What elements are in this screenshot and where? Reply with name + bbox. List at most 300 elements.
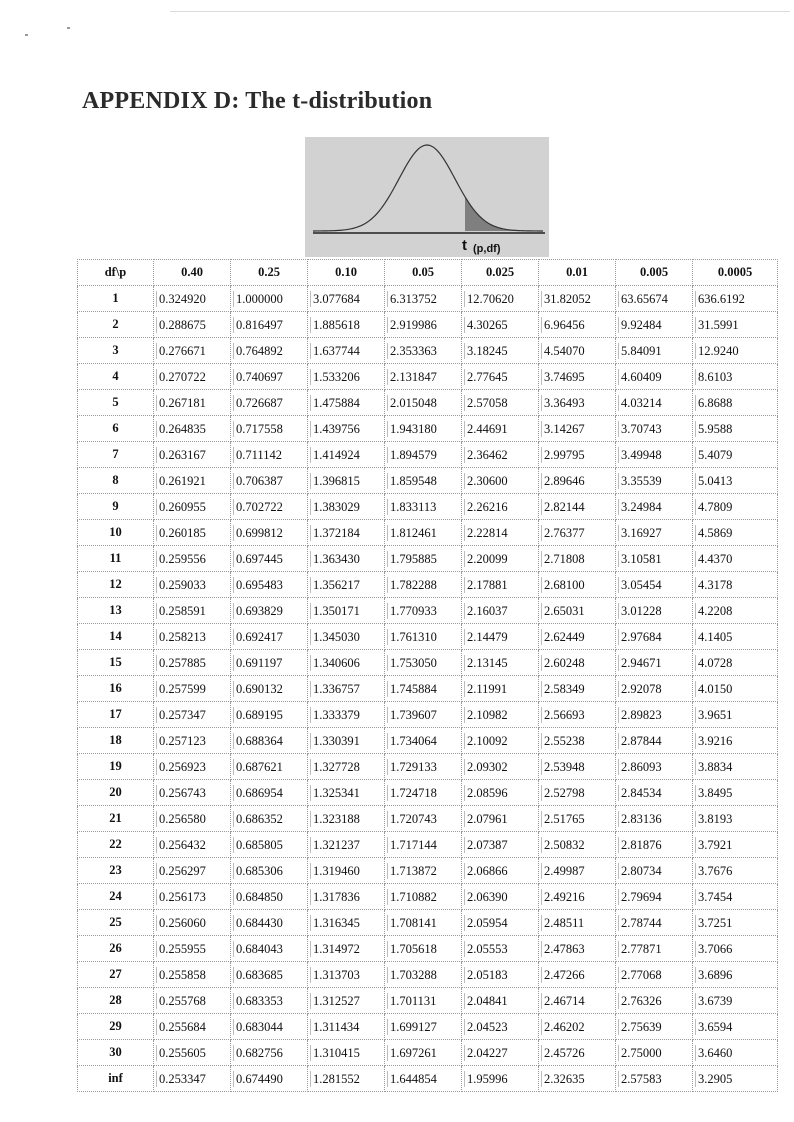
critical-value: 2.45726 — [541, 1045, 587, 1061]
critical-value-cell — [616, 988, 693, 1014]
critical-value: 1.734064 — [387, 733, 439, 749]
critical-value-cell — [462, 1014, 539, 1040]
critical-value: 3.6739 — [695, 993, 734, 1009]
critical-value: 6.8688 — [695, 395, 734, 411]
critical-value: 4.2208 — [695, 603, 734, 619]
critical-value-cell — [462, 416, 539, 442]
critical-value-cell — [308, 286, 385, 312]
critical-value: 1.637744 — [310, 343, 362, 359]
critical-value-cell — [462, 806, 539, 832]
critical-value-cell — [231, 780, 308, 806]
critical-value-cell — [539, 676, 616, 702]
critical-value-cell — [308, 910, 385, 936]
critical-value-cell — [231, 728, 308, 754]
critical-value-cell — [154, 962, 231, 988]
critical-value-cell — [154, 728, 231, 754]
critical-value-cell — [462, 286, 539, 312]
critical-value: 0.256297 — [156, 863, 208, 879]
critical-value: 0.258591 — [156, 603, 208, 619]
critical-value: 2.77645 — [464, 369, 510, 385]
critical-value-cell — [693, 858, 778, 884]
critical-value-cell — [308, 806, 385, 832]
critical-value: 0.264835 — [156, 421, 208, 437]
critical-value: 0.684430 — [233, 915, 285, 931]
critical-value: 0.683353 — [233, 993, 285, 1009]
table-row — [78, 416, 778, 442]
critical-value-cell — [462, 624, 539, 650]
critical-value-cell — [231, 936, 308, 962]
critical-value: 0.683685 — [233, 967, 285, 983]
critical-value-cell — [154, 1066, 231, 1092]
critical-value-cell — [539, 650, 616, 676]
critical-value: 2.51765 — [541, 811, 587, 827]
column-header-p: 0.25 — [231, 260, 308, 286]
critical-value-cell — [693, 286, 778, 312]
critical-value-cell — [154, 806, 231, 832]
critical-value-cell — [462, 936, 539, 962]
critical-value-cell — [154, 1014, 231, 1040]
critical-value: 1.644854 — [387, 1071, 439, 1087]
table-row — [78, 338, 778, 364]
critical-value: 1.717144 — [387, 837, 439, 853]
critical-value: 2.53948 — [541, 759, 587, 775]
critical-value: 1.356217 — [310, 577, 362, 593]
critical-value: 0.688364 — [233, 733, 285, 749]
critical-value-cell — [154, 884, 231, 910]
critical-value-cell — [693, 624, 778, 650]
critical-value-cell — [308, 650, 385, 676]
critical-value-cell — [231, 416, 308, 442]
critical-value-cell — [693, 364, 778, 390]
critical-value-cell — [462, 832, 539, 858]
table-row — [78, 988, 778, 1014]
critical-value-cell — [462, 442, 539, 468]
critical-value: 3.8495 — [695, 785, 734, 801]
critical-value: 2.52798 — [541, 785, 587, 801]
critical-value: 3.9216 — [695, 733, 734, 749]
critical-value-cell — [385, 858, 462, 884]
critical-value: 1.316345 — [310, 915, 362, 931]
critical-value: 2.97684 — [618, 629, 664, 645]
critical-value-cell — [616, 338, 693, 364]
critical-value-cell — [154, 546, 231, 572]
table-header-row — [78, 260, 778, 286]
critical-value: 2.75639 — [618, 1019, 664, 1035]
critical-value-cell — [693, 442, 778, 468]
critical-value-cell — [693, 806, 778, 832]
table-row — [78, 702, 778, 728]
critical-value: 1.336757 — [310, 681, 362, 697]
critical-value: 1.314972 — [310, 941, 362, 957]
df-cell: 27 — [78, 962, 154, 988]
critical-value: 2.99795 — [541, 447, 587, 463]
critical-value-cell — [616, 806, 693, 832]
t-distribution-figure — [305, 137, 549, 257]
critical-value: 3.70743 — [618, 421, 664, 437]
critical-value: 3.35539 — [618, 473, 664, 489]
critical-value: 1.281552 — [310, 1071, 362, 1087]
critical-value-cell — [693, 598, 778, 624]
critical-value: 2.08596 — [464, 785, 510, 801]
critical-value-cell — [308, 494, 385, 520]
critical-value-cell — [385, 988, 462, 1014]
critical-value: 2.10092 — [464, 733, 510, 749]
critical-value: 2.05183 — [464, 967, 510, 983]
critical-value: 2.14479 — [464, 629, 510, 645]
critical-value: 1.000000 — [233, 291, 285, 307]
critical-value: 4.60409 — [618, 369, 664, 385]
df-cell: 9 — [78, 494, 154, 520]
critical-value-cell — [539, 286, 616, 312]
critical-value-cell — [154, 676, 231, 702]
critical-value-cell — [154, 312, 231, 338]
df-cell: 18 — [78, 728, 154, 754]
critical-value-cell — [539, 442, 616, 468]
critical-value: 0.276671 — [156, 343, 208, 359]
critical-value-cell — [693, 962, 778, 988]
critical-value: 1.340606 — [310, 655, 362, 671]
critical-value: 12.9240 — [695, 343, 741, 359]
critical-value: 3.74695 — [541, 369, 587, 385]
critical-value-cell — [154, 780, 231, 806]
critical-value: 0.686954 — [233, 785, 285, 801]
critical-value-cell — [616, 494, 693, 520]
critical-value-cell — [693, 1040, 778, 1066]
critical-value-cell — [693, 936, 778, 962]
critical-value: 3.8193 — [695, 811, 734, 827]
critical-value-cell — [616, 468, 693, 494]
critical-value: 1.720743 — [387, 811, 439, 827]
critical-value: 1.372184 — [310, 525, 362, 541]
critical-value: 3.7454 — [695, 889, 734, 905]
critical-value: 0.263167 — [156, 447, 208, 463]
critical-value-cell — [385, 598, 462, 624]
critical-value: 2.04227 — [464, 1045, 510, 1061]
df-cell: 3 — [78, 338, 154, 364]
critical-value-cell — [308, 416, 385, 442]
critical-value: 0.255858 — [156, 967, 208, 983]
critical-value-cell — [462, 364, 539, 390]
critical-value: 2.83136 — [618, 811, 664, 827]
critical-value-cell — [539, 1066, 616, 1092]
df-cell: 6 — [78, 416, 154, 442]
critical-value-cell — [385, 754, 462, 780]
critical-value: 1.833113 — [387, 499, 438, 515]
critical-value-cell — [539, 572, 616, 598]
critical-value: 4.54070 — [541, 343, 587, 359]
critical-value-cell — [231, 338, 308, 364]
critical-value-cell — [385, 728, 462, 754]
critical-value-cell — [693, 312, 778, 338]
critical-value-cell — [462, 884, 539, 910]
critical-value-cell — [385, 676, 462, 702]
t-subscript-label: (p,df) — [473, 243, 501, 255]
critical-value-cell — [385, 650, 462, 676]
critical-value-cell — [693, 702, 778, 728]
critical-value: 1.713872 — [387, 863, 439, 879]
critical-value: 0.702722 — [233, 499, 285, 515]
critical-value: 2.89823 — [618, 707, 664, 723]
critical-value: 4.30265 — [464, 317, 510, 333]
critical-value-cell — [308, 1040, 385, 1066]
critical-value: 0.726687 — [233, 395, 285, 411]
critical-value: 0.816497 — [233, 317, 285, 333]
critical-value: 2.10982 — [464, 707, 510, 723]
critical-value-cell — [462, 754, 539, 780]
critical-value-cell — [539, 338, 616, 364]
critical-value: 2.92078 — [618, 681, 664, 697]
critical-value-cell — [385, 494, 462, 520]
critical-value-cell — [539, 520, 616, 546]
df-cell: 12 — [78, 572, 154, 598]
t-distribution-curve-graphic — [305, 137, 549, 257]
critical-value: 3.14267 — [541, 421, 587, 437]
critical-value: 2.57583 — [618, 1071, 664, 1087]
critical-value: 2.86093 — [618, 759, 664, 775]
critical-value-cell — [231, 962, 308, 988]
critical-value-cell — [539, 728, 616, 754]
df-cell: 30 — [78, 1040, 154, 1066]
critical-value-cell — [154, 520, 231, 546]
critical-value-cell — [154, 338, 231, 364]
critical-value-cell — [154, 988, 231, 1014]
critical-value-cell — [231, 494, 308, 520]
critical-value-cell — [539, 624, 616, 650]
df-cell: 13 — [78, 598, 154, 624]
critical-value: 0.324920 — [156, 291, 208, 307]
critical-value-cell — [539, 702, 616, 728]
critical-value: 1.761310 — [387, 629, 439, 645]
critical-value-cell — [308, 312, 385, 338]
critical-value-cell — [539, 754, 616, 780]
critical-value: 1.325341 — [310, 785, 362, 801]
critical-value: 2.48511 — [541, 915, 586, 931]
critical-value: 1.943180 — [387, 421, 439, 437]
critical-value: 2.77871 — [618, 941, 664, 957]
critical-value: 3.18245 — [464, 343, 510, 359]
critical-value-cell — [616, 936, 693, 962]
t-label: t — [462, 237, 467, 254]
critical-value: 2.76377 — [541, 525, 587, 541]
table-row — [78, 520, 778, 546]
critical-value-cell — [539, 598, 616, 624]
critical-value: 3.2905 — [695, 1071, 734, 1087]
table-row — [78, 390, 778, 416]
critical-value: 2.26216 — [464, 499, 510, 515]
critical-value: 2.22814 — [464, 525, 510, 541]
critical-value: 1.782288 — [387, 577, 439, 593]
critical-value: 1.317836 — [310, 889, 362, 905]
critical-value-cell — [462, 858, 539, 884]
critical-value-cell — [539, 416, 616, 442]
critical-value: 2.32635 — [541, 1071, 587, 1087]
critical-value-cell — [539, 546, 616, 572]
critical-value-cell — [693, 546, 778, 572]
critical-value-cell — [693, 1014, 778, 1040]
df-cell: 29 — [78, 1014, 154, 1040]
critical-value: 2.58349 — [541, 681, 587, 697]
critical-value-cell — [539, 468, 616, 494]
critical-value-cell — [693, 754, 778, 780]
critical-value: 4.4370 — [695, 551, 734, 567]
column-header-p: 0.01 — [539, 260, 616, 286]
critical-value: 1.812461 — [387, 525, 439, 541]
critical-value-cell — [385, 546, 462, 572]
critical-value-cell — [616, 416, 693, 442]
critical-value: 2.75000 — [618, 1045, 664, 1061]
critical-value: 2.62449 — [541, 629, 587, 645]
critical-value-cell — [231, 468, 308, 494]
critical-value: 2.49987 — [541, 863, 587, 879]
critical-value-cell — [231, 442, 308, 468]
critical-value-cell — [693, 520, 778, 546]
critical-value: 2.015048 — [387, 395, 439, 411]
critical-value-cell — [616, 962, 693, 988]
critical-value-cell — [154, 416, 231, 442]
critical-value: 4.3178 — [695, 577, 734, 593]
critical-value-cell — [385, 1066, 462, 1092]
critical-value: 0.257123 — [156, 733, 208, 749]
critical-value: 1.745884 — [387, 681, 439, 697]
critical-value: 0.691197 — [233, 655, 284, 671]
critical-value-cell — [154, 494, 231, 520]
critical-value-cell — [462, 598, 539, 624]
critical-value-cell — [308, 1066, 385, 1092]
critical-value-cell — [308, 832, 385, 858]
critical-value: 1.383029 — [310, 499, 362, 515]
critical-value: 2.78744 — [618, 915, 664, 931]
critical-value: 0.711142 — [233, 447, 284, 463]
critical-value: 1.310415 — [310, 1045, 362, 1061]
critical-value: 0.685306 — [233, 863, 285, 879]
critical-value-cell — [308, 728, 385, 754]
critical-value-cell — [385, 702, 462, 728]
critical-value: 0.256923 — [156, 759, 208, 775]
critical-value-cell — [231, 806, 308, 832]
critical-value: 0.255684 — [156, 1019, 208, 1035]
critical-value-cell — [462, 702, 539, 728]
critical-value: 1.708141 — [387, 915, 439, 931]
critical-value-cell — [693, 390, 778, 416]
df-cell: 10 — [78, 520, 154, 546]
critical-value-cell — [308, 442, 385, 468]
critical-value-cell — [308, 884, 385, 910]
critical-value-cell — [154, 572, 231, 598]
critical-value: 3.6896 — [695, 967, 734, 983]
critical-value-cell — [616, 286, 693, 312]
critical-value: 1.95996 — [464, 1071, 510, 1087]
critical-value: 4.5869 — [695, 525, 734, 541]
critical-value: 0.693829 — [233, 603, 285, 619]
critical-value: 0.717558 — [233, 421, 285, 437]
critical-value-cell — [539, 962, 616, 988]
critical-value: 2.36462 — [464, 447, 510, 463]
critical-value: 0.258213 — [156, 629, 208, 645]
page-top-rule — [170, 11, 790, 12]
critical-value: 2.11991 — [464, 681, 509, 697]
critical-value: 1.333379 — [310, 707, 362, 723]
critical-value-cell — [385, 442, 462, 468]
critical-value-cell — [693, 468, 778, 494]
critical-value-cell — [616, 624, 693, 650]
critical-value-cell — [462, 572, 539, 598]
table-row — [78, 676, 778, 702]
table-row — [78, 494, 778, 520]
critical-value-cell — [462, 676, 539, 702]
table-body — [78, 286, 778, 1092]
critical-value-cell — [308, 546, 385, 572]
table-row — [78, 806, 778, 832]
critical-value: 2.47266 — [541, 967, 587, 983]
critical-value-cell — [308, 676, 385, 702]
critical-value-cell — [231, 598, 308, 624]
critical-value: 2.20099 — [464, 551, 510, 567]
critical-value: 2.84534 — [618, 785, 664, 801]
critical-value: 1.350171 — [310, 603, 362, 619]
critical-value: 1.705618 — [387, 941, 439, 957]
critical-value-cell — [539, 390, 616, 416]
df-cell: 2 — [78, 312, 154, 338]
table-row — [78, 598, 778, 624]
critical-value: 31.82052 — [541, 291, 593, 307]
critical-value-cell — [231, 676, 308, 702]
critical-value-cell — [693, 780, 778, 806]
df-cell: 25 — [78, 910, 154, 936]
critical-value: 0.253347 — [156, 1071, 208, 1087]
critical-value: 0.256743 — [156, 785, 208, 801]
critical-value-cell — [539, 806, 616, 832]
critical-value: 2.47863 — [541, 941, 587, 957]
critical-value-cell — [616, 1066, 693, 1092]
critical-value-cell — [308, 936, 385, 962]
critical-value: 0.682756 — [233, 1045, 285, 1061]
critical-value: 2.131847 — [387, 369, 439, 385]
critical-value-cell — [308, 780, 385, 806]
critical-value: 0.267181 — [156, 395, 208, 411]
table-row — [78, 884, 778, 910]
critical-value-cell — [462, 910, 539, 936]
critical-value-cell — [308, 962, 385, 988]
critical-value-cell — [308, 988, 385, 1014]
critical-value: 2.04523 — [464, 1019, 510, 1035]
critical-value-cell — [616, 1040, 693, 1066]
critical-value: 1.729133 — [387, 759, 439, 775]
critical-value-cell — [539, 884, 616, 910]
table-row — [78, 728, 778, 754]
critical-value-cell — [693, 416, 778, 442]
critical-value-cell — [616, 1014, 693, 1040]
critical-value-cell — [616, 650, 693, 676]
critical-value: 1.894579 — [387, 447, 439, 463]
critical-value: 0.684043 — [233, 941, 285, 957]
table-row — [78, 936, 778, 962]
critical-value-cell — [616, 858, 693, 884]
critical-value: 0.261921 — [156, 473, 208, 489]
critical-value-cell — [616, 676, 693, 702]
critical-value-cell — [231, 390, 308, 416]
critical-value: 2.50832 — [541, 837, 587, 853]
critical-value-cell — [462, 650, 539, 676]
critical-value-cell — [693, 988, 778, 1014]
table-row — [78, 364, 778, 390]
table-row — [78, 286, 778, 312]
critical-value: 2.16037 — [464, 603, 510, 619]
critical-value-cell — [231, 546, 308, 572]
critical-value: 1.313703 — [310, 967, 362, 983]
table-row — [78, 468, 778, 494]
critical-value-cell — [231, 988, 308, 1014]
column-header-p: 0.0005 — [693, 260, 778, 286]
